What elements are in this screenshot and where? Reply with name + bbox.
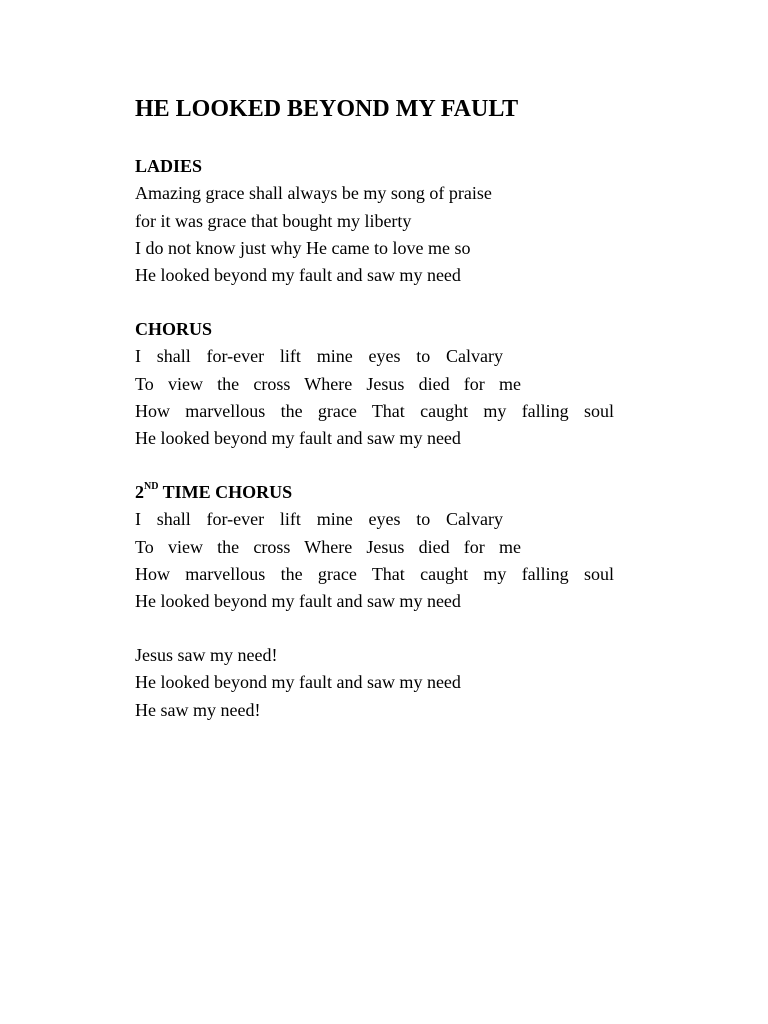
section-heading: LADIES [135, 156, 203, 176]
lyric-line: He looked beyond my fault and saw my need [135, 265, 461, 286]
lyric-line: I shall for-ever lift mine eyes to Calvary [135, 346, 503, 367]
lyric-line: He looked beyond my fault and saw my need [135, 672, 461, 693]
section-heading [135, 479, 735, 506]
lyric-line: How marvellous the grace That caught my falling soul [135, 400, 614, 421]
heading-text: TIME CHORUS [162, 481, 293, 502]
heading-number: 2 [135, 481, 144, 502]
lyric-line: I shall for-ever lift mine eyes to Calvary [135, 509, 503, 530]
heading-superscript: ND [144, 480, 159, 492]
section-ladies [135, 153, 735, 289]
lyric-line: To view the cross Where Jesus died for me [135, 373, 521, 394]
lyric-line: He looked beyond my fault and saw my need [135, 428, 461, 449]
lyric-line: He saw my need! [135, 699, 261, 720]
lyric-line: To view the cross Where Jesus died for me [135, 536, 521, 557]
lyric-line: How marvellous the grace That caught my falling soul [135, 563, 614, 584]
lyric-line: I do not know just why He came to love me so [135, 237, 471, 258]
section-ending [135, 642, 735, 724]
lyric-line: Amazing grace shall always be my song of praise [135, 183, 492, 204]
lyric-line: He looked beyond my fault and saw my need [135, 591, 461, 612]
song-title: HE LOOKED BEYOND MY FAULT [135, 96, 519, 122]
lyric-line: for it was grace that bought my liberty [135, 210, 412, 231]
section-chorus [135, 316, 735, 452]
section-heading: CHORUS [135, 318, 213, 339]
section-second-chorus [135, 479, 735, 615]
lyrics-page [135, 94, 735, 750]
lyric-line: Jesus saw my need! [135, 644, 278, 665]
